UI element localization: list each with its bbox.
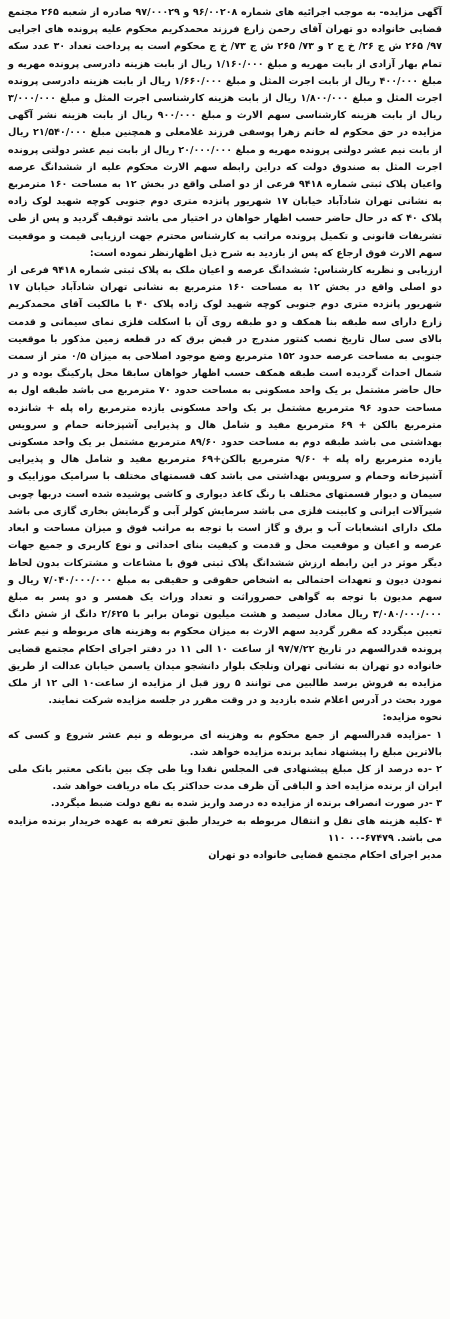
notice-appraisal: ارزیابی و نظریه کارشناس: ششدانگ عرصه و اعیان ملک به پلاک ثبتی شماره ۹۴۱۸ فرعی از دو اصلی واقع در بخش ۱۲ به مساحت ۱۶۰ مترمربع به نشانی تهران شادآباد خیابان ۱۷ شهریور پانزده متری دوم جنوبی کوچه شهید لوک زاده پلاک ۴۰ با مالکیت آقای محمدکریم زارع دارای سه طبقه بنا همکف و دو طبقه روی آن با اسکلت فلزی نمای سیمانی و قدمت بالای سی سال تاریخ نصب کنتور مندرج در قبض برق که در قطعه زمین مذکور با موقعیت جنوبی به مساحت عرصه حدود ۱۵۲ مترمربع وضع موجود اصلاحی به میزان ۰/۵ متر از سمت شمال احداث گردیده است طبقه همکف حسب اظهار خواهان سابقا محل پارکینگ بوده و در حال حاضر مشتمل بر یک واحد مسکونی به مساحت حدود ۷۰ مترمربع می باشد طبقه اول به مساحت حدود ۹۶ مترمربع مشتمل بر یک واحد مسکونی یازده مترمربع راه پله + شانزده مترمربع بالکن + ۶۹ مترمربع مفید و شامل هال و پذیرایی آشپزخانه حمام و سرویس بهداشتی می باشد طبقه دوم به مساحت حدود ۸۹/۶۰ مترمربع مشتمل بر یک واحد مسکونی یازده مترمربع راه پله + ۹/۶۰ مترمربع بالکن+۶۹ مترمربع مفید و شامل هال و پذیرایی آشپزخانه وحمام و سرویس بهداشتی می باشد کف قسمتهای مختلف با سرامیک موزاییک و سیمان و دیوار قسمتهای مختلف با رنگ کاغذ دیواری و کاشی پوشیده شده است دربها چوبی شیرآلات ایرانی و کابینت فلزی می باشد سرمایش کولر آبی و گرمایش بخاری گازی می باشد ملک دارای انشعابات آب و برق و گاز است با توجه به مراتب فوق و میزان مساحت و ابعاد عرصه و اعیان و موقعیت محل و قدمت و کیفیت بنای احداثی و نوع کاربری و جمیع جهات دیگر موثر در این رابطه ارزش ششدانگ پلاک ثبتی فوق با مشاعات و مشترکات بدون لحاظ نمودن دیون و تعهدات احتمالی به اشخاص حقوقی و حقیقی به مبلغ ۷/۰۴۰/۰۰۰/۰۰۰ ریال و سهم مدیون با توجه به گواهی حصروراثت و تعداد وراث یک همسر و دو پسر به مبلغ ۳/۰۸۰/۰۰۰/۰۰۰ ریال معادل سیصد و هشت میلیون تومان برابر با ۲/۶۲۵ دانگ از شش دانگ تعیین میگردد که مقرر گردید سهم الارث به میزان محکوم به وهزینه های مربوطه و نیم عشر پرونده قدرالسهم در تاریخ ۹۷/۷/۲۲ از ساعت ۱۰ الی ۱۱ در دفتر اجرای احکام مجتمع قضایی خانواده دو تهران به نشانی تهران ونلجک بلوار دانشجو میدان یاسمن خیابان عدالت از طریق مزایده به فروش برسد طالبین می توانند ۵ روز قبل از مزایده از ساعت۱۰ الی ۱۲ از ملک مورد بحث در آدرس اعلام شده بازدید و در وقت مقرر در جلسه مزایده شرکت نمایند. [8, 265, 443, 707]
condition-item-4: ۴ -کلیه هزینه های نقل و انتقال مربوطه به خریدار طبق تعرفه به عهده خریدار برنده مزایده می باشد. ۶۷۴۷۹-۰۰ ۱۱۰ [8, 815, 442, 844]
signature-line: مدیر اجرای احکام مجتمع قضایی خانواده دو تهران [208, 849, 442, 861]
condition-item-2: ۲ -ده درصد از کل مبلغ پیشنهادی فی المجلس نقدا ویا طی چک بین بانکی معتبر بانک ملی ایران از برنده مزایده اخذ و الباقی آن ظرف مدت حداکثر یک ماه دریافت خواهد شد. [8, 763, 442, 793]
conditions-heading: نحوه مزایده: [382, 712, 442, 724]
condition-item-1: ۱ -مزایده قدرالسهم از جمع محکوم به وهزینه ای مربوطه و نیم عشر شروع و کسی که بالاترین مبلغ را پیشنهاد نماید برنده مزایده خواهد شد. [8, 729, 442, 758]
condition-item-3: ۳ -در صورت انصراف برنده از مزایده ده درصد واریز شده به نفع دولت ضبط میگردد. [50, 798, 442, 810]
notice-intro: آگهی مزایده- به موجب اجرائیه های شماره ۹۶/۰۰۲۰۸ و ۹۷/۰۰۰۲۹ صادره از شعبه ۲۶۵ مجتمع قضایی خانواده دو تهران آقای رحمن زارع فرزند محمدکریم محکوم علیه پرونده های اجرایی ۹۷/ ۲۶۵ ش ج ۲۶/ خ ج ۲ و ۷۳/ ۲۶۵ ش ج ۷۳/ خ ج محکوم است به پرداخت تعداد ۳۰ عدد سکه تمام بهار آزادی از بابت مهریه و مبلغ ۱/۱۶۰/۰۰۰ ریال از بابت هزینه دادرسی پرونده مهریه و مبلغ ۴۰۰/۰۰۰ ریال از بابت اجرت المثل و مبلغ ۱/۶۶۰/۰۰۰ ریال از بابت هزینه دادرسی پرونده اجرت المثل و مبلغ ۱/۸۰۰/۰۰۰ ریال از بابت هزینه کارشناسی اجرت المثل و مبلغ ۳/۰۰۰/۰۰۰ ریال از بابت هزینه کارشناسی سهم الارث و مبلغ ۹۰۰/۰۰۰ ریال از بابت هزینه نشر آگهی مزایده در حق محکوم له خانم زهرا پوسفی فرزند غلامعلی و همچنین مبلغ ۲۱/۵۴۰/۰۰۰ ریال از بابت نیم عشر دولتی پرونده مهریه و مبلغ ۲۰/۰۰۰/۰۰۰ ریال از بابت نیم عشر دولتی پرونده اجرت المثل به صندوق دولت که دراین رابطه سهم الارث محکوم علیه از ششدانگ عرصه واعیان پلاک ثبتی شماره ۹۴۱۸ فرعی از دو اصلی واقع در بخش ۱۲ به مساحت ۱۶۰ مترمربع به نشانی تهران شادآباد خیابان ۱۷ شهریور پانزده متری دوم جنوبی کوچه شهید لوک زاده پلاک ۴۰ که در حال حاضر حسب اظهار خواهان در اختیار می باشد توقیف گردید و پس از طی تشریفات قانونی و تکمیل پرونده مراتب به کارشناس محترم جهت ارزیابی قیمت و موقعیت سهم الارث فوق ارجاع که پس از بازدید به شرح ذیل اظهارنظر نموده است: [8, 7, 443, 259]
